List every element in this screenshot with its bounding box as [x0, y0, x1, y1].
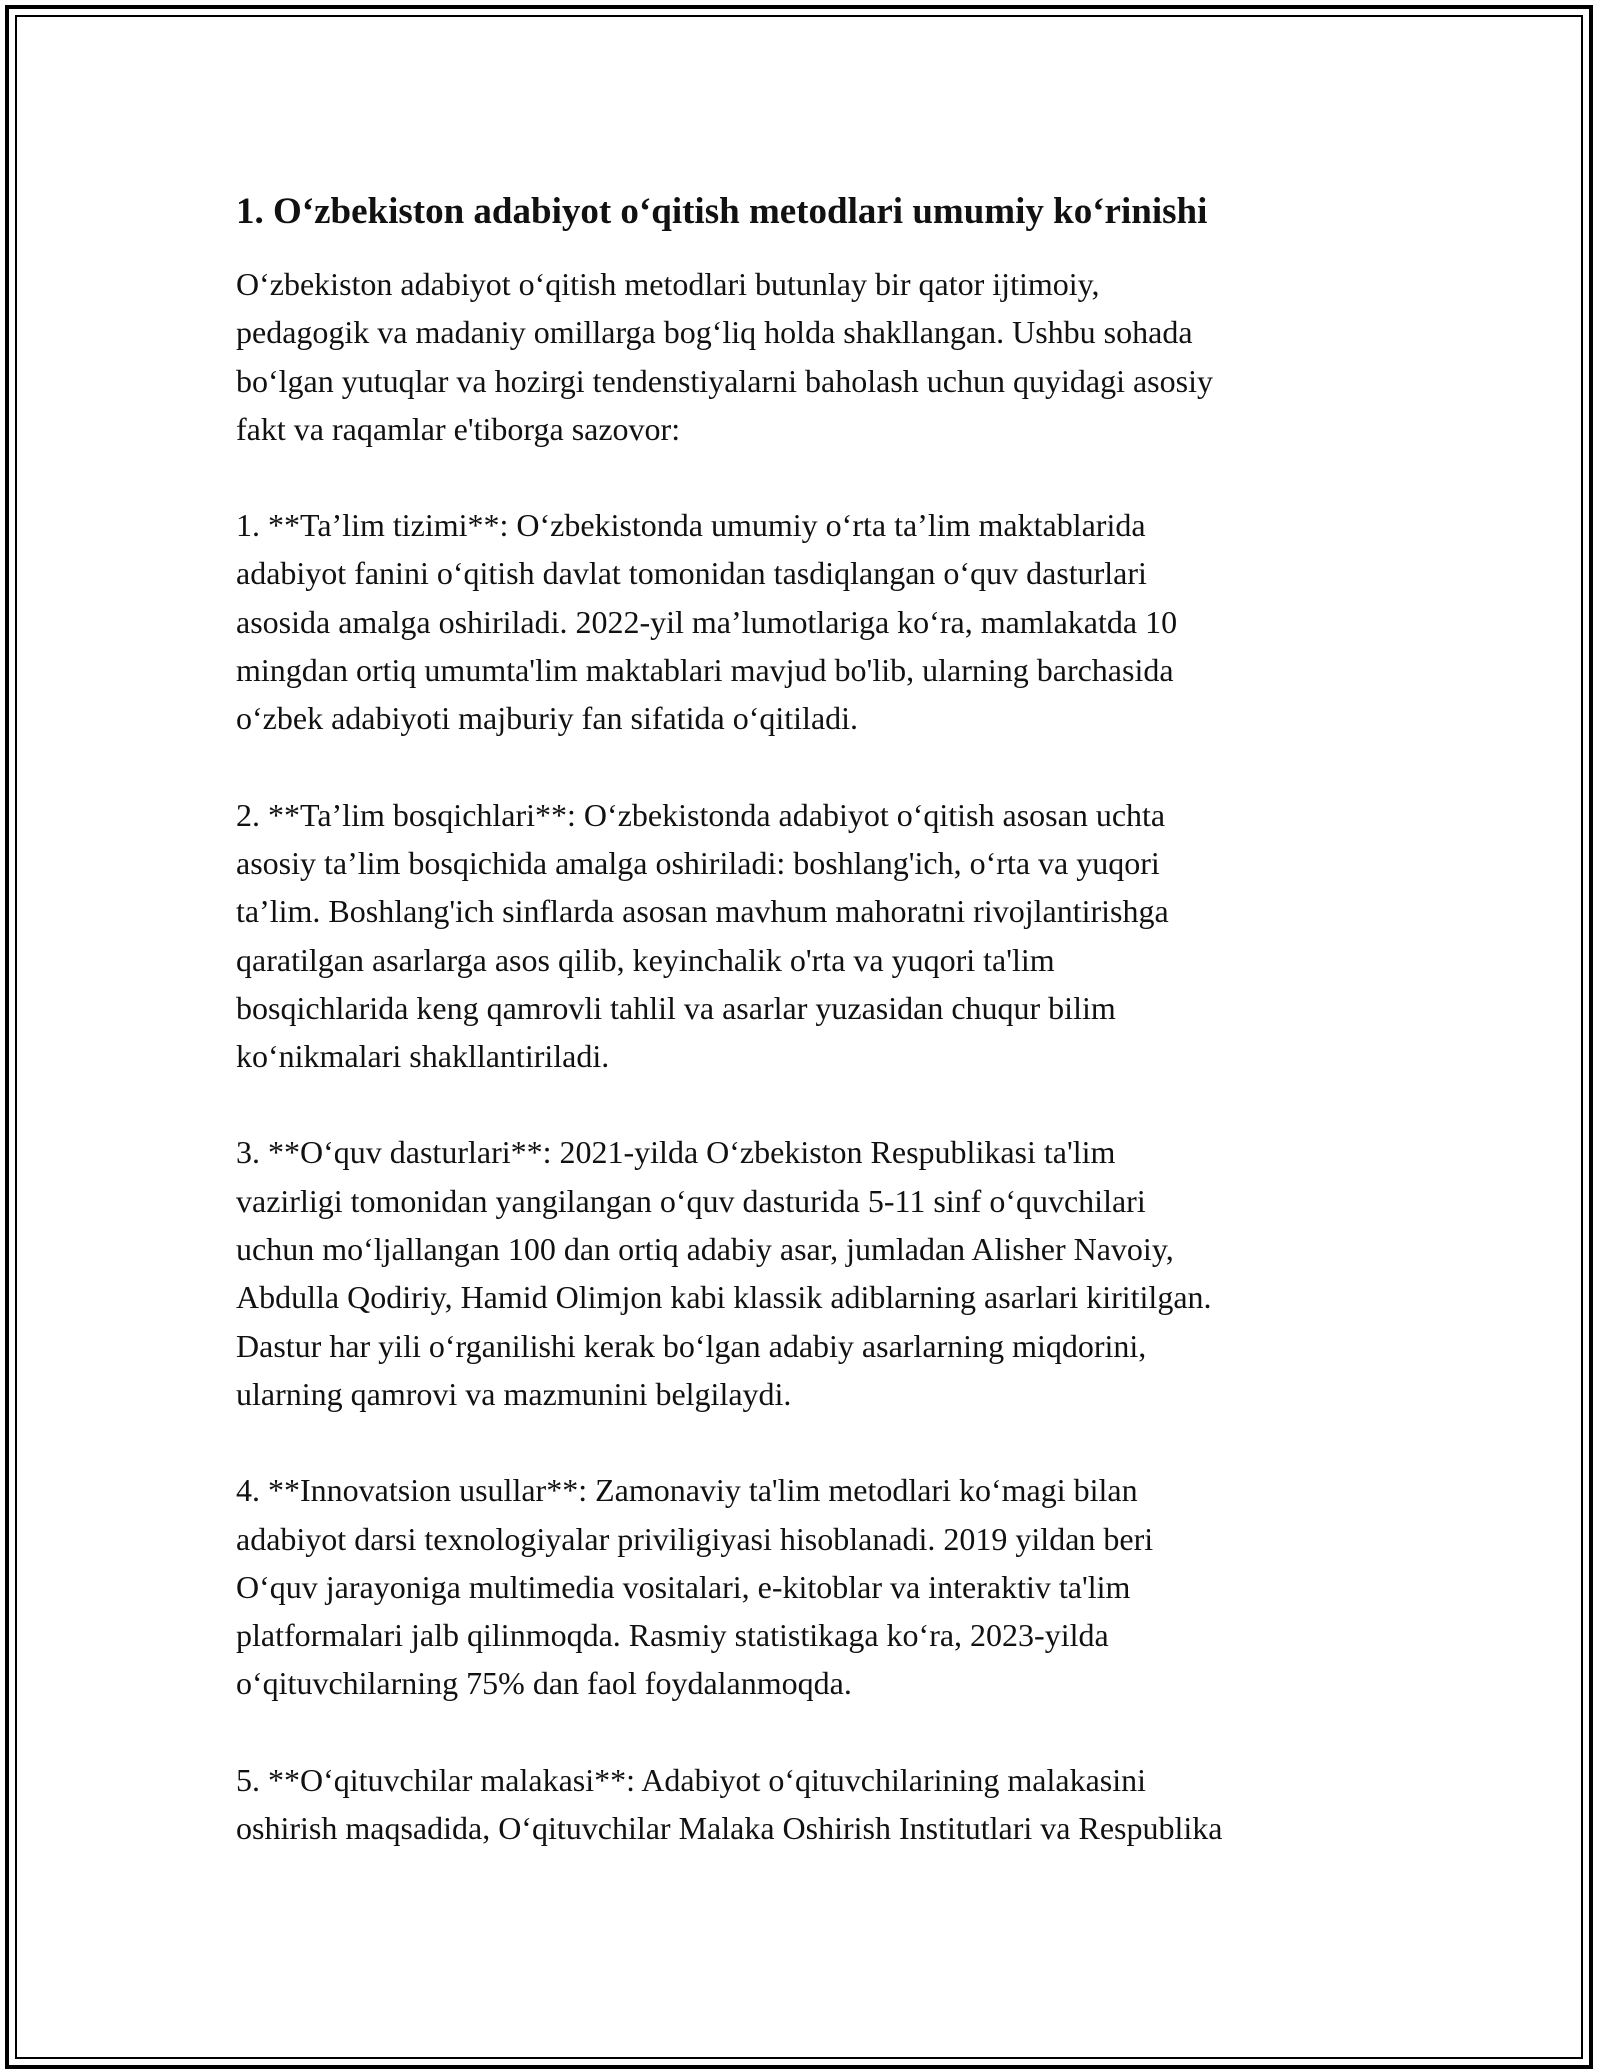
text-line: pedagogik va madaniy omillarga bog‘liq holda shakllangan. Ushbu sohada: [236, 314, 1193, 351]
intro-paragraph: [236, 260, 1386, 453]
text-line: platformalari jalb qilinmoqda. Rasmiy statistikaga ko‘ra, 2023-yilda: [236, 1617, 1109, 1654]
section-heading: 1. O‘zbekiston adabiyot o‘qitish metodlari umumiy ko‘rinishi: [236, 191, 1208, 232]
text-line: vazirligi tomonidan yangilangan o‘quv dasturida 5-11 sinf o‘quvchilari: [236, 1182, 1146, 1219]
text-line: asosida amalga oshiriladi. 2022-yil ma’lumotlariga ko‘ra, mamlakatda 10: [236, 603, 1178, 640]
text-line: 1. **Ta’lim tizimi**: O‘zbekistonda umumiy o‘rta ta’lim maktablarida: [236, 507, 1146, 544]
text-line: Abdulla Qodiriy, Hamid Olimjon kabi klassik adiblarning asarlari kiritilgan.: [236, 1279, 1212, 1316]
text-line: mingdan ortiq umumta'lim maktablari mavjud bo'lib, ularning barchasida: [236, 652, 1174, 689]
text-line: 3. **O‘quv dasturlari**: 2021-yilda O‘zbekiston Respublikasi ta'lim: [236, 1134, 1116, 1171]
text-line: bo‘lgan yutuqlar va hozirgi tendenstiyalarni baholash uchun quyidagi asosiy: [236, 362, 1213, 399]
list-item-innovatsion-usullar: [236, 1466, 1386, 1707]
text-line: qaratilgan asarlarga asos qilib, keyinchalik o'rta va yuqori ta'lim: [236, 941, 1055, 978]
text-line: o‘qituvchilarning 75% dan faol foydalanmoqda.: [236, 1665, 852, 1702]
text-line: 4. **Innovatsion usullar**: Zamonaviy ta'lim metodlari ko‘magi bilan: [236, 1472, 1138, 1509]
list-item-oquv-dasturlari: [236, 1128, 1386, 1418]
text-line: ko‘nikmalari shakllantiriladi.: [236, 1038, 610, 1075]
text-line: ularning qamrovi va mazmunini belgilaydi.: [236, 1375, 792, 1412]
text-line: 2. **Ta’lim bosqichlari**: O‘zbekistonda adabiyot o‘qitish asosan uchta: [236, 796, 1166, 833]
list-item-talim-bosqichlari: [236, 791, 1386, 1081]
text-line: Dastur har yili o‘rganilishi kerak bo‘lgan adabiy asarlarning miqdorini,: [236, 1327, 1147, 1364]
text-line: adabiyot darsi texnologiyalar priviligiyasi hisoblanadi. 2019 yildan beri: [236, 1520, 1154, 1557]
list-item-oqituvchilar-malakasi: [236, 1756, 1386, 1853]
text-line: oshirish maqsadida, O‘qituvchilar Malaka Oshirish Institutlari va Respublika: [236, 1810, 1223, 1847]
document-body: [236, 190, 1386, 1900]
list-item-talim-tizimi: [236, 501, 1386, 742]
text-line: ta’lim. Boshlang'ich sinflarda asosan mavhum mahoratni rivojlantirishga: [236, 893, 1169, 930]
text-line: O‘quv jarayoniga multimedia vositalari, e-kitoblar va interaktiv ta'lim: [236, 1568, 1131, 1605]
text-line: 5. **O‘qituvchilar malakasi**: Adabiyot o‘qituvchilarining malakasini: [236, 1761, 1147, 1798]
text-line: adabiyot fanini o‘qitish davlat tomonidan tasdiqlangan o‘quv dasturlari: [236, 555, 1147, 592]
text-line: bosqichlarida keng qamrovli tahlil va asarlar yuzasidan chuqur bilim: [236, 989, 1116, 1026]
text-line: o‘zbek adabiyoti majburiy fan sifatida o‘qitiladi.: [236, 700, 859, 737]
text-line: O‘zbekiston adabiyot o‘qitish metodlari butunlay bir qator ijtimoiy,: [236, 266, 1100, 302]
text-line: fakt va raqamlar e'tiborga sazovor:: [236, 410, 681, 447]
text-line: asosiy ta’lim bosqichida amalga oshiriladi: boshlang'ich, o‘rta va yuqori: [236, 844, 1160, 881]
text-line: uchun mo‘ljallangan 100 dan ortiq adabiy asar, jumladan Alisher Navoiy,: [236, 1231, 1174, 1268]
